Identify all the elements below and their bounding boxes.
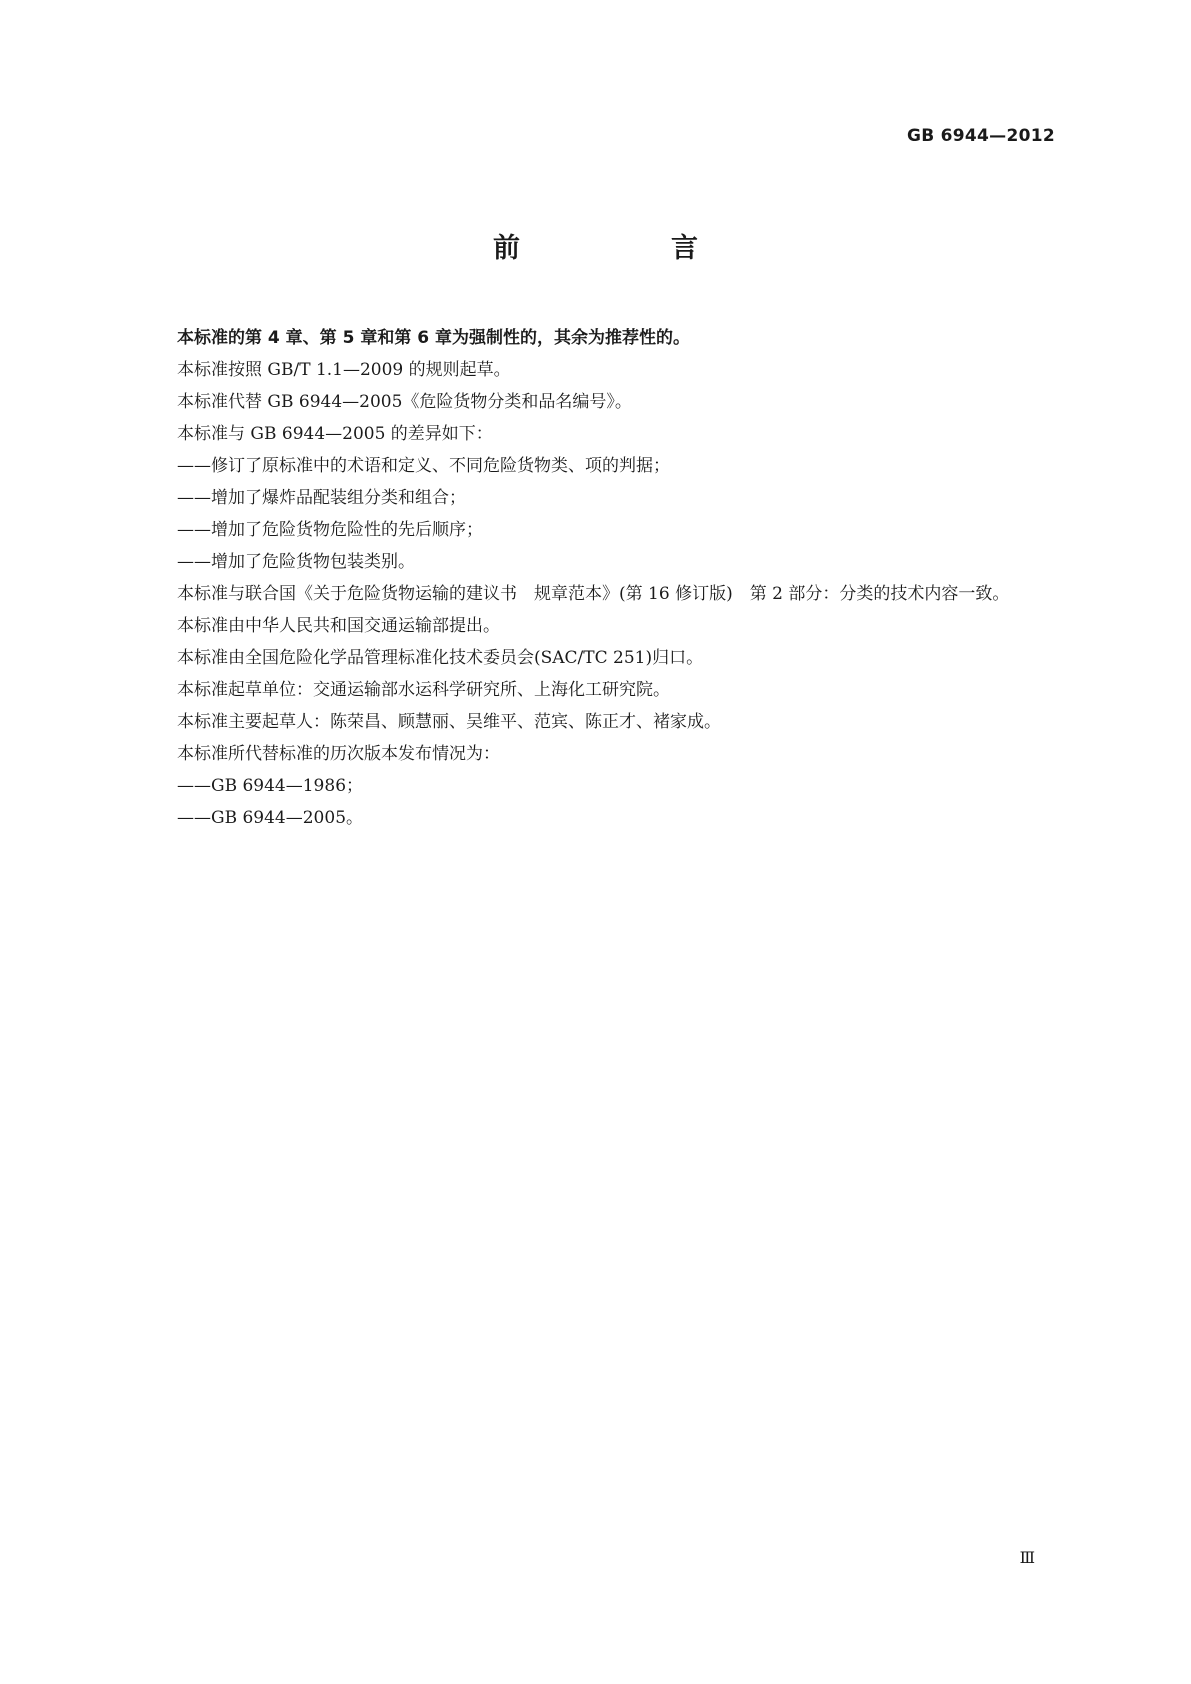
committee-paragraph: 本标准由全国危险化学品管理标准化技术委员会(SAC/TC 251)归口。 [177, 648, 704, 668]
page-title: 前 言 [493, 233, 760, 264]
mandatory-clause-paragraph: 本标准的第 4 章、第 5 章和第 6 章为强制性的，其余为推荐性的。 [177, 328, 690, 348]
drafting-units-paragraph: 本标准起草单位：交通运输部水运科学研究所、上海化工研究院。 [177, 680, 670, 700]
replaces-paragraph: 本标准代替 GB 6944—2005《危险货物分类和品名编号》。 [177, 392, 632, 412]
difference-item: ——修订了原标准中的术语和定义、不同危险货物类、项的判据； [177, 456, 670, 476]
un-consistency-paragraph: 本标准与联合国《关于危险货物运输的建议书 规章范本》(第 16 修订版) 第 2 部分：分类的技术内容一致。 [177, 584, 1010, 604]
history-item: ——GB 6944—2005。 [177, 808, 364, 828]
standard-code: GB 6944—2012 [906, 126, 1055, 146]
differences-intro-paragraph: 本标准与 GB 6944—2005 的差异如下： [177, 424, 493, 444]
proposer-paragraph: 本标准由中华人民共和国交通运输部提出。 [177, 616, 500, 636]
drafting-rules-paragraph: 本标准按照 GB/T 1.1—2009 的规则起草。 [177, 360, 511, 380]
difference-item: ——增加了爆炸品配装组分类和组合； [177, 488, 466, 508]
page-number: Ⅲ [1019, 1548, 1035, 1567]
difference-item: ——增加了危险货物包装类别。 [177, 552, 415, 572]
difference-item: ——增加了危险货物危险性的先后顺序； [177, 520, 483, 540]
foreword-body [135, 322, 1059, 834]
history-item: ——GB 6944—1986； [177, 776, 364, 796]
history-intro-paragraph: 本标准所代替标准的历次版本发布情况为： [177, 744, 500, 764]
drafters-paragraph: 本标准主要起草人：陈荣昌、顾慧丽、吴维平、范宾、陈正才、褚家成。 [177, 712, 721, 732]
